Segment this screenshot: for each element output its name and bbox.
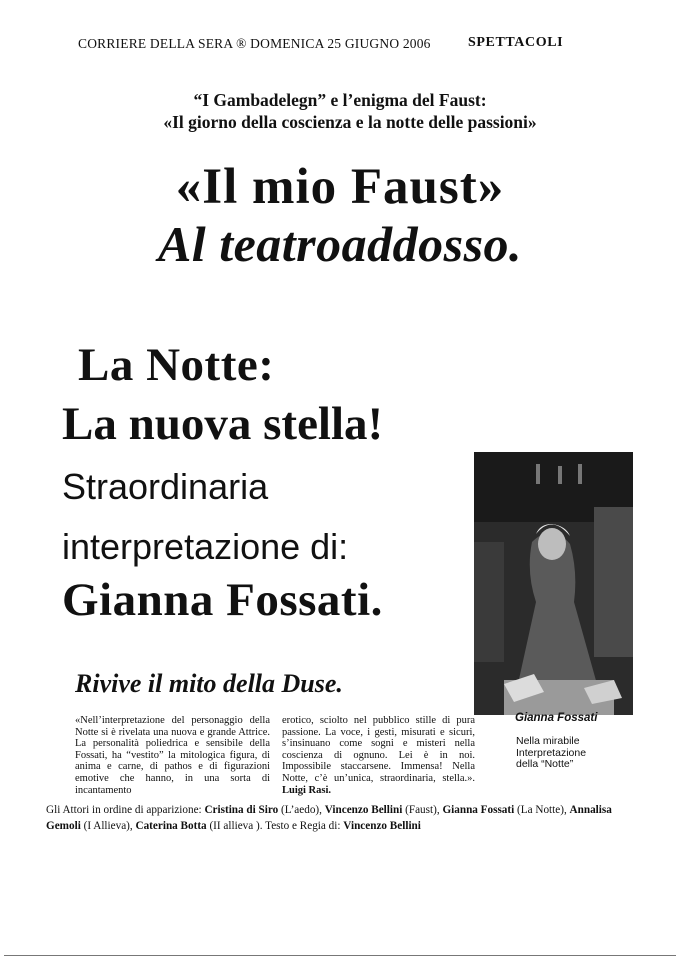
photo-illustration [474, 452, 633, 715]
article-column-1: «Nell’interpretazione del personaggio della Notte si è rivelata una nuova e grande Attrice. La personalità poliedrica e sensibile della Fossati, ha “vestito” la mitologica figura, di anima e carne, di pathos e di figurazioni emotive che hanno, in una sorta di incantamento [75, 715, 270, 796]
section-label: SPETTACOLI [468, 35, 564, 50]
credits-actor: Cristina di Siro [204, 804, 279, 816]
photo-caption-name: Gianna Fossati [515, 712, 598, 724]
credits-role: (Faust), [405, 804, 440, 816]
feature-heading-line-2: La nuova stella! [62, 398, 384, 450]
article-column-2 [282, 715, 475, 796]
photo-caption-line: Nella mirabile [516, 735, 580, 747]
photo-caption-line: della “Notte” [516, 758, 574, 770]
scan-edge-line [4, 955, 676, 956]
headline-title: «Il mio Faust» [175, 159, 505, 215]
feature-heading-line-3: Straordinaria [62, 466, 269, 507]
credits-actor: Gianna Fossati [442, 804, 515, 816]
credits-role: (La Notte), [517, 804, 567, 816]
credits-actor: Vincenzo Bellini [324, 804, 403, 816]
feature-heading-line-4: interpretazione di: [62, 526, 349, 567]
kicker-line-1: “I Gambadelegn” e l’enigma del Faust: [193, 90, 487, 110]
credits-role: (II allieva ). Testo e Regia di: [209, 820, 341, 832]
article-signature: Luigi Rasi. [282, 784, 332, 796]
credits-role: (L’aedo), [281, 804, 322, 816]
article-column-2-text: erotico, sciolto nel pubblico stille di pura passione. La voce, i gesti, misurati e sicuri, s’insinuano come sogni e misteri nella coscienza di ognuno. Lei è in noi. Impossibile staccarsene. Immensa! Nella Notte, c’è un’unica, straordinaria, stella.». [282, 715, 475, 784]
photo-caption [516, 736, 626, 771]
actress-photo [474, 452, 633, 715]
feature-heading-line-1: La Notte: [78, 339, 275, 391]
credits-actor: Caterina Botta [135, 820, 207, 832]
credits-role: (I Allieva), [83, 820, 133, 832]
credits-actor: Annalisa Gemoli [46, 804, 612, 832]
kicker-line-2: «Il giorno della coscienza e la notte delle passioni» [163, 112, 537, 132]
newspaper-masthead: CORRIERE DELLA SERA ® DOMENICA 25 GIUGNO 2006 [78, 36, 431, 51]
credits-director: Vincenzo Bellini [343, 820, 421, 832]
headline-subtitle: Al teatroaddosso. [157, 216, 523, 272]
cast-credits [46, 802, 636, 834]
feature-actress-name: Gianna Fossati. [62, 574, 383, 626]
credits-intro: Gli Attori in ordine di apparizione: [46, 804, 202, 816]
photo-caption-line: Interpretazione [516, 746, 587, 759]
article-subhead: Rivive il mito della Duse. [75, 669, 343, 698]
